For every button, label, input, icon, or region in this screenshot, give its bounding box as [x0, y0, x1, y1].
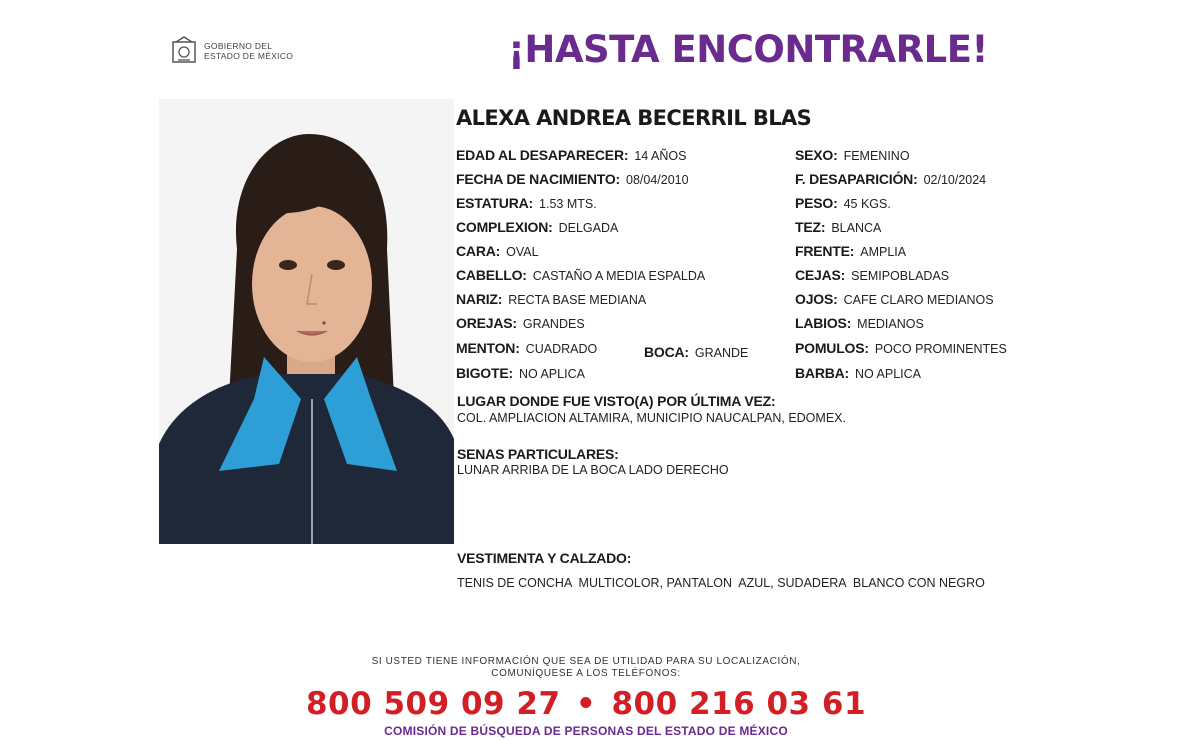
field-lips — [795, 315, 924, 332]
phone-number-1[interactable]: 800 509 09 27 — [305, 686, 561, 722]
field-nose — [456, 291, 646, 308]
marks-title: SENAS PARTICULARES: — [457, 446, 619, 462]
field-value: NO APLICA — [518, 367, 585, 381]
field-label: EDAD AL DESAPARECER: — [456, 147, 629, 163]
headline: ¡HASTA ENCONTRARLE! — [508, 28, 988, 71]
field-mouth — [644, 344, 748, 361]
field-label: CEJAS: — [795, 267, 846, 283]
field-mustache — [456, 365, 585, 382]
field-value: 14 AÑOS — [634, 149, 687, 163]
field-chin — [456, 340, 597, 357]
last-seen-title: LUGAR DONDE FUE VISTO(A) POR ÚLTIMA VEZ: — [457, 393, 776, 409]
field-label: LABIOS: — [795, 315, 852, 331]
last-seen-text: COL. AMPLIACION ALTAMIRA, MUNICIPIO NAUCALPAN, EDOMEX. — [457, 411, 846, 425]
field-value: GRANDES — [522, 317, 585, 331]
field-label: SEXO: — [795, 147, 838, 163]
portrait-illustration — [159, 99, 454, 544]
clothing-text: TENIS DE CONCHA MULTICOLOR, PANTALON AZUL, SUDADERA BLANCO CON NEGRO — [457, 576, 985, 590]
field-face — [456, 243, 539, 260]
field-disappearance-date — [795, 171, 986, 188]
field-value: 02/10/2024 — [923, 173, 987, 187]
field-label: BIGOTE: — [456, 365, 513, 381]
field-build — [456, 219, 618, 236]
field-label: FRENTE: — [795, 243, 855, 259]
field-label: MENTON: — [456, 340, 520, 356]
field-label: POMULOS: — [795, 340, 869, 356]
field-value: OVAL — [506, 245, 539, 259]
field-value: NO APLICA — [855, 367, 922, 381]
logo-line-2: ESTADO DE MÉXICO — [204, 51, 294, 61]
field-label: FECHA DE NACIMIENTO: — [456, 171, 621, 187]
field-beard — [795, 365, 921, 382]
contact-note — [300, 656, 872, 680]
field-value: BLANCA — [831, 221, 882, 235]
field-age — [456, 147, 686, 164]
phone-separator: • — [575, 686, 597, 722]
field-value: 45 KGS. — [843, 197, 891, 211]
field-cheekbones — [795, 340, 1007, 357]
field-value: SEMIPOBLADAS — [851, 269, 950, 283]
field-label: BOCA: — [644, 344, 689, 360]
field-label: ESTATURA: — [456, 195, 534, 211]
field-label: F. DESAPARICIÓN: — [795, 171, 918, 187]
missing-person-photo — [159, 99, 454, 544]
field-value: CAFE CLARO MEDIANOS — [843, 293, 994, 307]
field-value: 1.53 MTS. — [539, 197, 597, 211]
field-label: CABELLO: — [456, 267, 527, 283]
field-value: 08/04/2010 — [626, 173, 689, 187]
field-ears — [456, 315, 585, 332]
field-hair — [456, 267, 705, 284]
field-label: OJOS: — [795, 291, 838, 307]
clothing-title: VESTIMENTA Y CALZADO: — [457, 550, 632, 566]
field-label: CARA: — [456, 243, 501, 259]
field-value: MEDIANOS — [857, 317, 924, 331]
phone-number-2[interactable]: 800 216 03 61 — [611, 686, 867, 722]
field-value: FEMENINO — [843, 149, 910, 163]
field-label: COMPLEXION: — [456, 219, 553, 235]
person-name: ALEXA ANDREA BECERRIL BLAS — [456, 106, 812, 130]
field-value: GRANDE — [694, 346, 749, 360]
contact-note-line-2: COMUNÍQUESE A LOS TELÉFONOS: — [491, 668, 681, 679]
field-eyebrows — [795, 267, 949, 284]
field-value: POCO PROMINENTES — [874, 342, 1007, 356]
field-label: NARIZ: — [456, 291, 503, 307]
field-weight — [795, 195, 891, 212]
field-value: CASTAÑO A MEDIA ESPALDA — [532, 269, 706, 283]
field-value: AMPLIA — [860, 245, 907, 259]
marks-text: LUNAR ARRIBA DE LA BOCA LADO DERECHO — [457, 463, 729, 477]
field-label: BARBA: — [795, 365, 850, 381]
field-value: DELGADA — [558, 221, 619, 235]
field-complexion — [795, 219, 881, 236]
government-logo — [170, 36, 293, 66]
field-label: TEZ: — [795, 219, 826, 235]
contact-note-line-1: SI USTED TIENE INFORMACIÓN QUE SEA DE UTILIDAD PARA SU LOCALIZACIÓN, — [371, 656, 801, 667]
logo-line-1: GOBIERNO DEL — [204, 41, 273, 51]
field-value: CUADRADO — [525, 342, 598, 356]
state-seal-icon — [170, 36, 198, 66]
field-label: PESO: — [795, 195, 838, 211]
commission-name: COMISIÓN DE BÚSQUEDA DE PERSONAS DEL ESTADO DE MÉXICO — [384, 724, 788, 738]
field-value: RECTA BASE MEDIANA — [508, 293, 647, 307]
field-eyes — [795, 291, 994, 308]
field-forehead — [795, 243, 906, 260]
field-label: OREJAS: — [456, 315, 517, 331]
field-sex — [795, 147, 910, 164]
logo-text — [204, 41, 293, 61]
phone-numbers — [300, 686, 872, 722]
field-birth-date — [456, 171, 689, 188]
field-height — [456, 195, 597, 212]
